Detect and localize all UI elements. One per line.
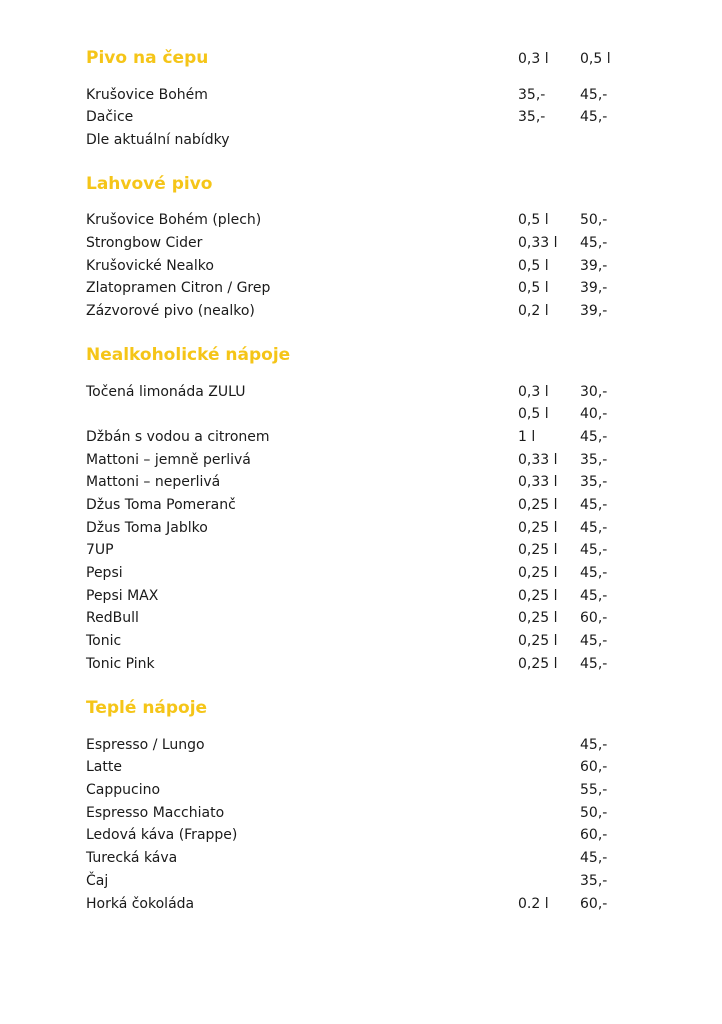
menu-row xyxy=(0,562,722,584)
item-price-large: 45,- xyxy=(580,109,608,125)
item-price: 40,- xyxy=(580,406,608,422)
item-volume: 0,25 l xyxy=(518,656,558,672)
item-volume: 0,33 l xyxy=(518,452,558,468)
item-name: Dle aktuální nabídky xyxy=(86,132,230,148)
item-price: 50,- xyxy=(580,805,608,821)
menu-row xyxy=(0,779,722,801)
header-volume-large: 0,5 l xyxy=(580,51,611,67)
item-name: Tonic xyxy=(86,633,122,649)
menu-row xyxy=(0,277,722,299)
section-title-bottled-beer: Lahvové pivo xyxy=(86,174,213,194)
item-volume: 0,25 l xyxy=(518,610,558,626)
item-price: 55,- xyxy=(580,782,608,798)
item-name: Strongbow Cider xyxy=(86,235,203,251)
item-volume: 0,5 l xyxy=(518,406,549,422)
item-name: Zlatopramen Citron / Grep xyxy=(86,280,271,296)
item-price: 60,- xyxy=(580,827,608,843)
item-name: Mattoni – jemně perlivá xyxy=(86,452,251,468)
item-name: Krušovické Nealko xyxy=(86,258,214,274)
menu-row xyxy=(0,893,722,915)
item-price: 45,- xyxy=(580,850,608,866)
item-price: 45,- xyxy=(580,520,608,536)
item-name: Cappucino xyxy=(86,782,161,798)
item-price: 30,- xyxy=(580,384,608,400)
section-title-hot-drinks: Teplé nápoje xyxy=(86,698,208,718)
item-volume: 0,25 l xyxy=(518,565,558,581)
menu-row xyxy=(0,734,722,756)
menu-row xyxy=(0,471,722,493)
item-name: Turecká káva xyxy=(86,850,178,866)
item-volume: 0.2 l xyxy=(518,896,549,912)
item-name: RedBull xyxy=(86,610,139,626)
item-name: Čaj xyxy=(86,873,109,889)
menu-row xyxy=(0,449,722,471)
item-volume: 0,25 l xyxy=(518,520,558,536)
item-name: Džus Toma Jablko xyxy=(86,520,208,536)
item-volume: 0,5 l xyxy=(518,258,549,274)
menu-row xyxy=(0,517,722,539)
item-volume: 0,2 l xyxy=(518,303,549,319)
item-price: 39,- xyxy=(580,258,608,274)
item-name: Zázvorové pivo (nealko) xyxy=(86,303,255,319)
item-name: Mattoni – neperlivá xyxy=(86,474,221,490)
item-price: 35,- xyxy=(580,474,608,490)
item-price: 60,- xyxy=(580,610,608,626)
menu-row xyxy=(0,426,722,448)
item-volume: 0,25 l xyxy=(518,542,558,558)
item-name: Pepsi MAX xyxy=(86,588,159,604)
menu-row xyxy=(0,539,722,561)
item-name: 7UP xyxy=(86,542,114,558)
menu-row xyxy=(0,802,722,824)
menu-row xyxy=(0,870,722,892)
item-price: 35,- xyxy=(580,452,608,468)
item-price-small: 35,- xyxy=(518,109,546,125)
item-volume: 1 l xyxy=(518,429,536,445)
item-name: Točená limonáda ZULU xyxy=(86,384,246,400)
item-price: 45,- xyxy=(580,737,608,753)
item-volume: 0,5 l xyxy=(518,212,549,228)
menu-row xyxy=(0,255,722,277)
item-name: Džus Toma Pomeranč xyxy=(86,497,236,513)
menu-row xyxy=(0,209,722,231)
item-price: 50,- xyxy=(580,212,608,228)
menu-row xyxy=(0,756,722,778)
item-volume: 0,25 l xyxy=(518,588,558,604)
section-title-soft-drinks: Nealkoholické nápoje xyxy=(86,345,291,365)
item-name: Horká čokoláda xyxy=(86,896,195,912)
item-price: 60,- xyxy=(580,896,608,912)
item-name: Krušovice Bohém (plech) xyxy=(86,212,262,228)
item-name: Espresso Macchiato xyxy=(86,805,225,821)
menu-row xyxy=(0,653,722,675)
item-price: 60,- xyxy=(580,759,608,775)
menu-row xyxy=(0,84,722,106)
menu-row xyxy=(0,607,722,629)
item-name: Tonic Pink xyxy=(86,656,155,672)
item-name: Ledová káva (Frappe) xyxy=(86,827,238,843)
item-price: 45,- xyxy=(580,429,608,445)
menu-row xyxy=(0,403,722,425)
item-volume: 0,25 l xyxy=(518,633,558,649)
item-name: Dačice xyxy=(86,109,134,125)
item-price: 45,- xyxy=(580,656,608,672)
item-price: 45,- xyxy=(580,588,608,604)
item-volume: 0,33 l xyxy=(518,235,558,251)
menu-row xyxy=(0,847,722,869)
item-name: Pepsi xyxy=(86,565,123,581)
item-volume: 0,33 l xyxy=(518,474,558,490)
menu-row xyxy=(0,494,722,516)
menu-row xyxy=(0,300,722,322)
item-name: Latte xyxy=(86,759,122,775)
item-price: 45,- xyxy=(580,497,608,513)
menu-row xyxy=(0,630,722,652)
menu-row xyxy=(0,381,722,403)
header-volume-small: 0,3 l xyxy=(518,51,549,67)
item-name: Espresso / Lungo xyxy=(86,737,205,753)
menu-row xyxy=(0,129,722,151)
item-name: Džbán s vodou a citronem xyxy=(86,429,270,445)
section-title-draft-beer: Pivo na čepu xyxy=(86,48,209,68)
menu-row xyxy=(0,824,722,846)
item-price: 39,- xyxy=(580,280,608,296)
item-price-small: 35,- xyxy=(518,87,546,103)
item-price: 35,- xyxy=(580,873,608,889)
item-name: Krušovice Bohém xyxy=(86,87,208,103)
item-price: 45,- xyxy=(580,565,608,581)
item-volume: 0,5 l xyxy=(518,280,549,296)
menu-row xyxy=(0,585,722,607)
menu-row xyxy=(0,106,722,128)
item-price: 45,- xyxy=(580,235,608,251)
item-price: 45,- xyxy=(580,542,608,558)
menu-row xyxy=(0,232,722,254)
item-price: 45,- xyxy=(580,633,608,649)
item-volume: 0,25 l xyxy=(518,497,558,513)
item-volume: 0,3 l xyxy=(518,384,549,400)
item-price-large: 45,- xyxy=(580,87,608,103)
item-price: 39,- xyxy=(580,303,608,319)
